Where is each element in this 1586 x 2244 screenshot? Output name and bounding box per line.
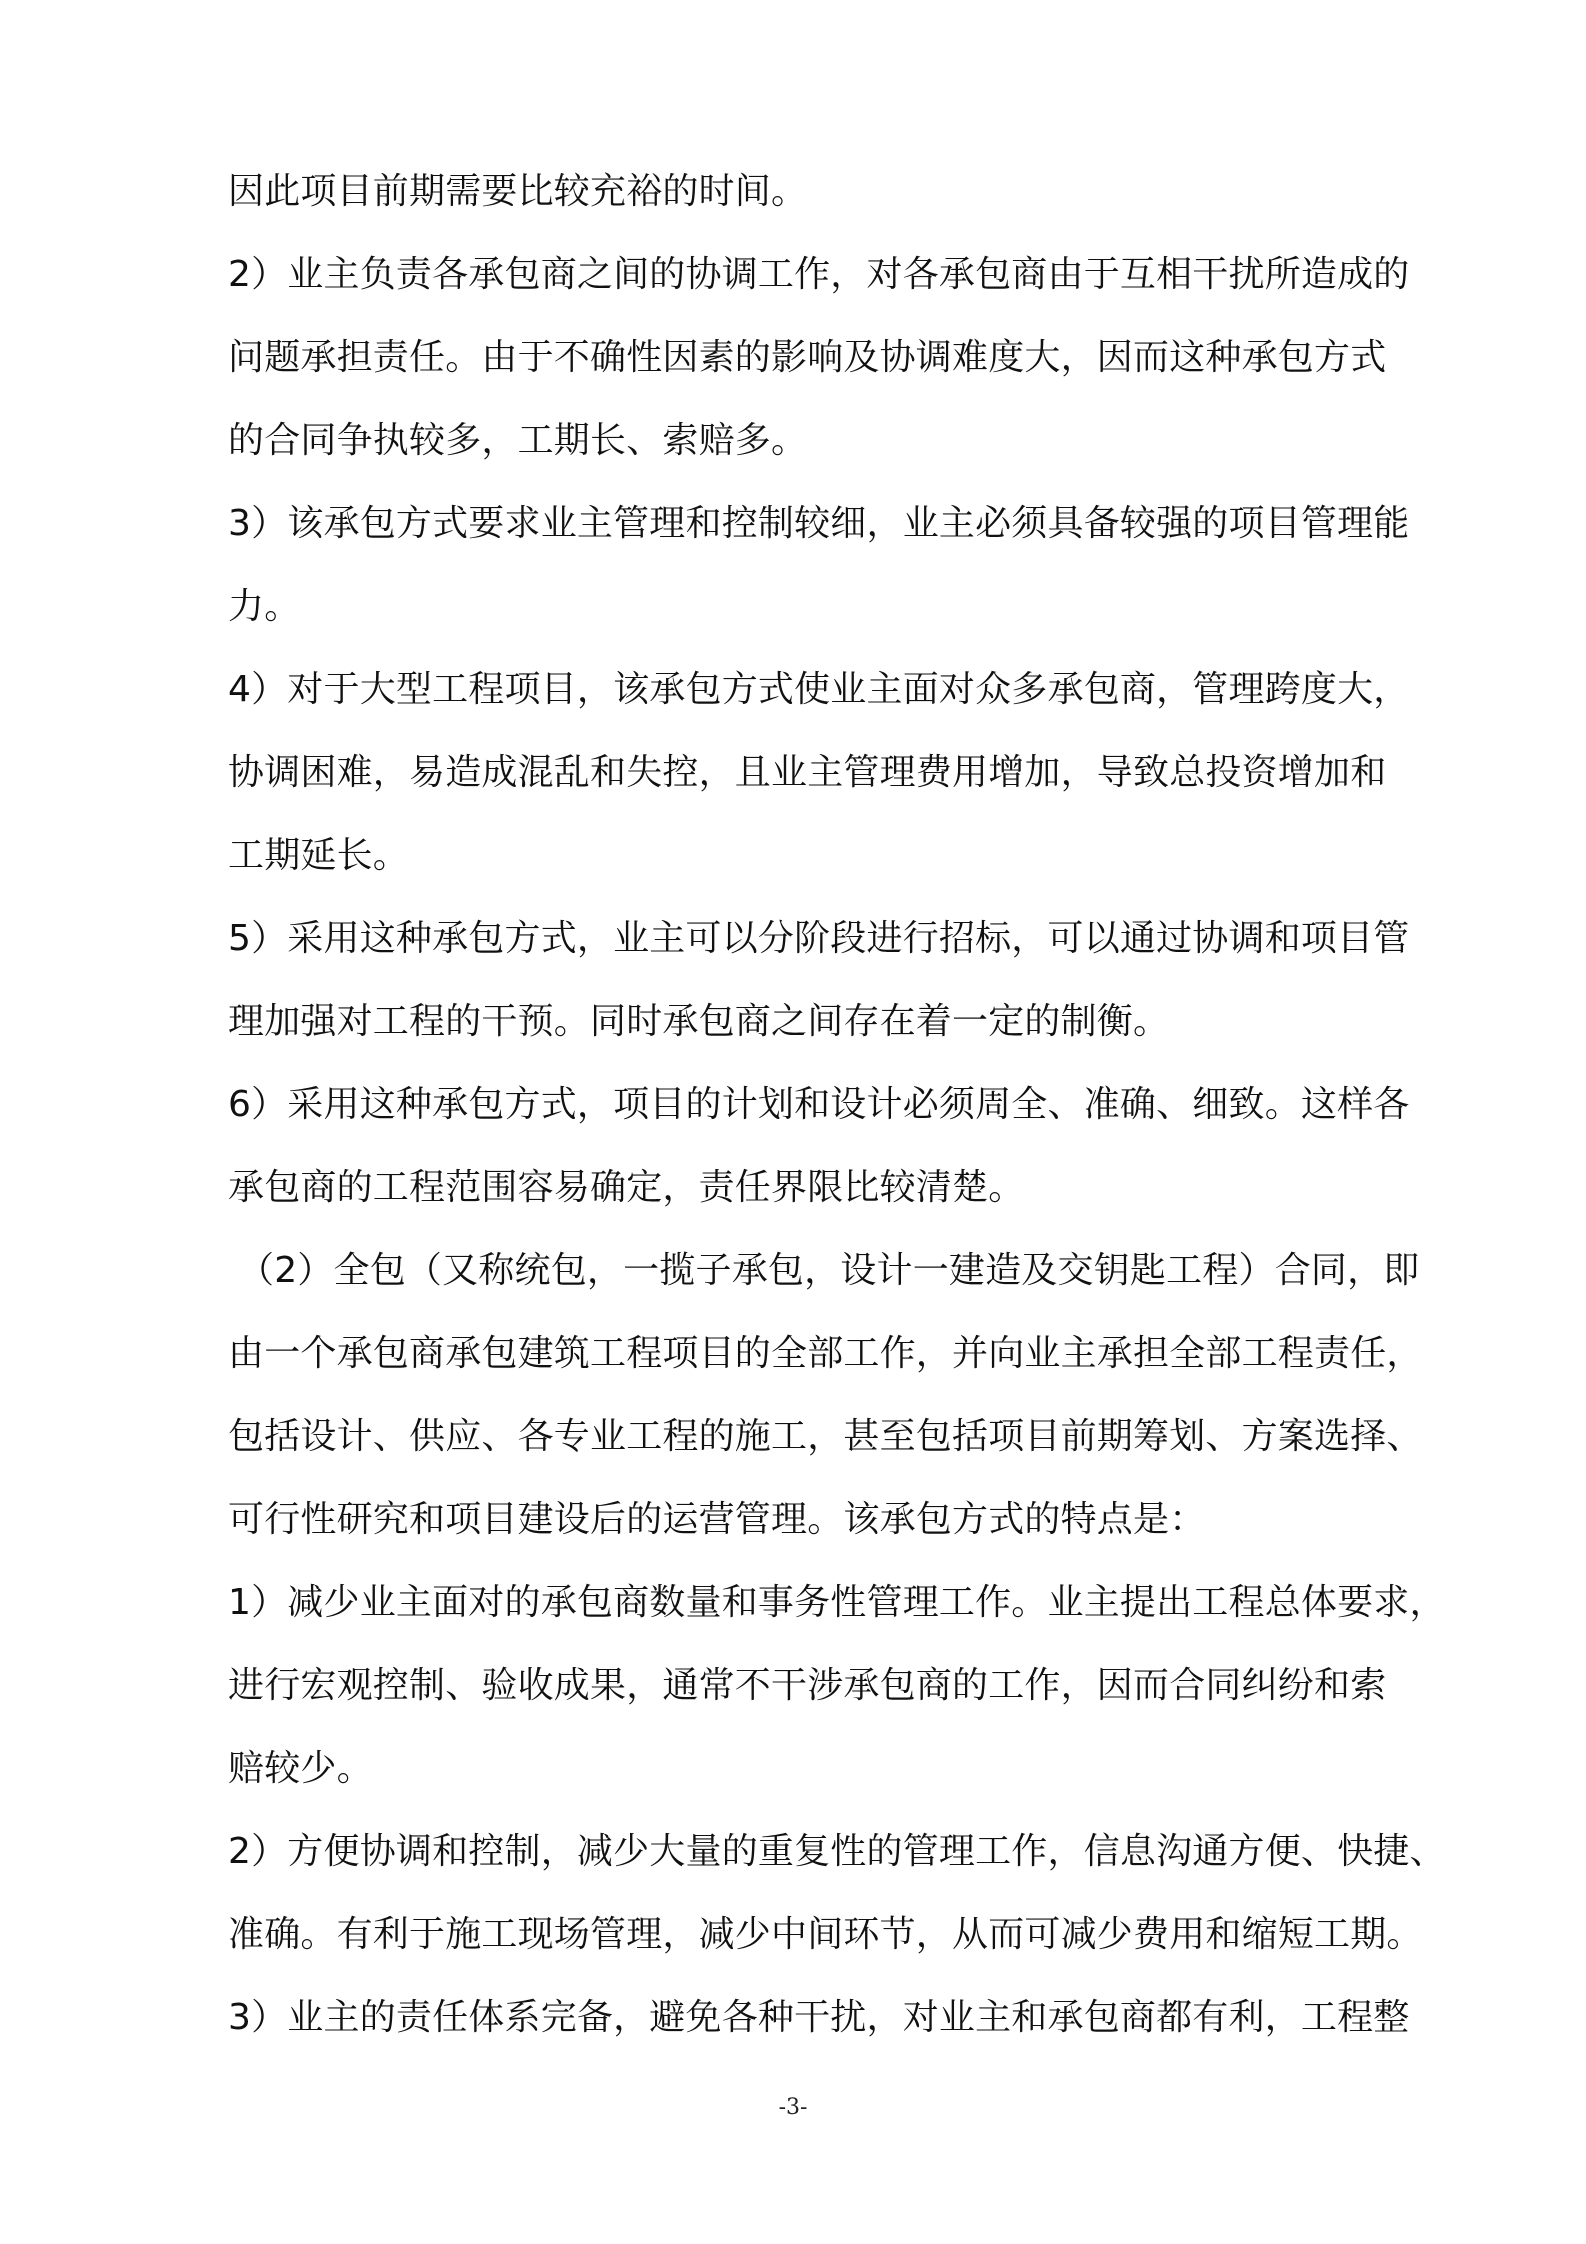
text-line: 4）对于大型工程项目，该承包方式使业主面对众多承包商，管理跨度大， [228, 669, 1410, 710]
text-line: 由一个承包商承包建筑工程项目的全部工作，并向业主承担全部工程责任， [228, 1333, 1423, 1374]
page-number: -3- [778, 2095, 808, 2120]
text-line: 5）采用这种承包方式，业主可以分阶段进行招标，可以通过协调和项目管 [228, 918, 1410, 959]
text-line: 3）该承包方式要求业主管理和控制较细，业主必须具备较强的项目管理能 [228, 503, 1410, 544]
text-line: 协调困难，易造成混乱和失控，且业主管理费用增加，导致总投资增加和 [228, 752, 1387, 793]
text-line: 因此项目前期需要比较充裕的时间。 [228, 171, 808, 212]
text-line: 工期延长。 [228, 835, 410, 876]
text-line: 6）采用这种承包方式，项目的计划和设计必须周全、准确、细致。这样各 [228, 1084, 1410, 1125]
text-line: 1）减少业主面对的承包商数量和事务性管理工作。业主提出工程总体要求， [228, 1582, 1446, 1623]
text-line: 力。 [228, 586, 301, 627]
text-line: 2）方便协调和控制，减少大量的重复性的管理工作，信息沟通方便、快捷、 [228, 1831, 1446, 1872]
text-line: 的合同争执较多，工期长、索赔多。 [228, 420, 808, 461]
text-line: 问题承担责任。由于不确性因素的影响及协调难度大，因而这种承包方式 [228, 337, 1387, 378]
text-line: 承包商的工程范围容易确定，责任界限比较清楚。 [228, 1167, 1025, 1208]
text-line: 3）业主的责任体系完备，避免各种干扰，对业主和承包商都有利，工程整 [228, 1997, 1410, 2038]
text-line: 赔较少。 [228, 1748, 373, 1789]
text-line: 准确。有利于施工现场管理，减少中间环节，从而可减少费用和缩短工期。 [228, 1914, 1423, 1955]
text-line: 2）业主负责各承包商之间的协调工作，对各承包商由于互相干扰所造成的 [228, 254, 1410, 295]
section-heading-line: （2）全包（又称统包，一揽子承包，设计一建造及交钥匙工程）合同，即 [238, 1250, 1420, 1291]
text-line: 包括设计、供应、各专业工程的施工，甚至包括项目前期筹划、方案选择、 [228, 1416, 1423, 1457]
text-line: 可行性研究和项目建设后的运营管理。该承包方式的特点是： [228, 1499, 1206, 1540]
text-line: 进行宏观控制、验收成果，通常不干涉承包商的工作，因而合同纠纷和索 [228, 1665, 1387, 1706]
text-line: 理加强对工程的干预。同时承包商之间存在着一定的制衡。 [228, 1001, 1170, 1042]
body-text [228, 150, 1458, 2059]
